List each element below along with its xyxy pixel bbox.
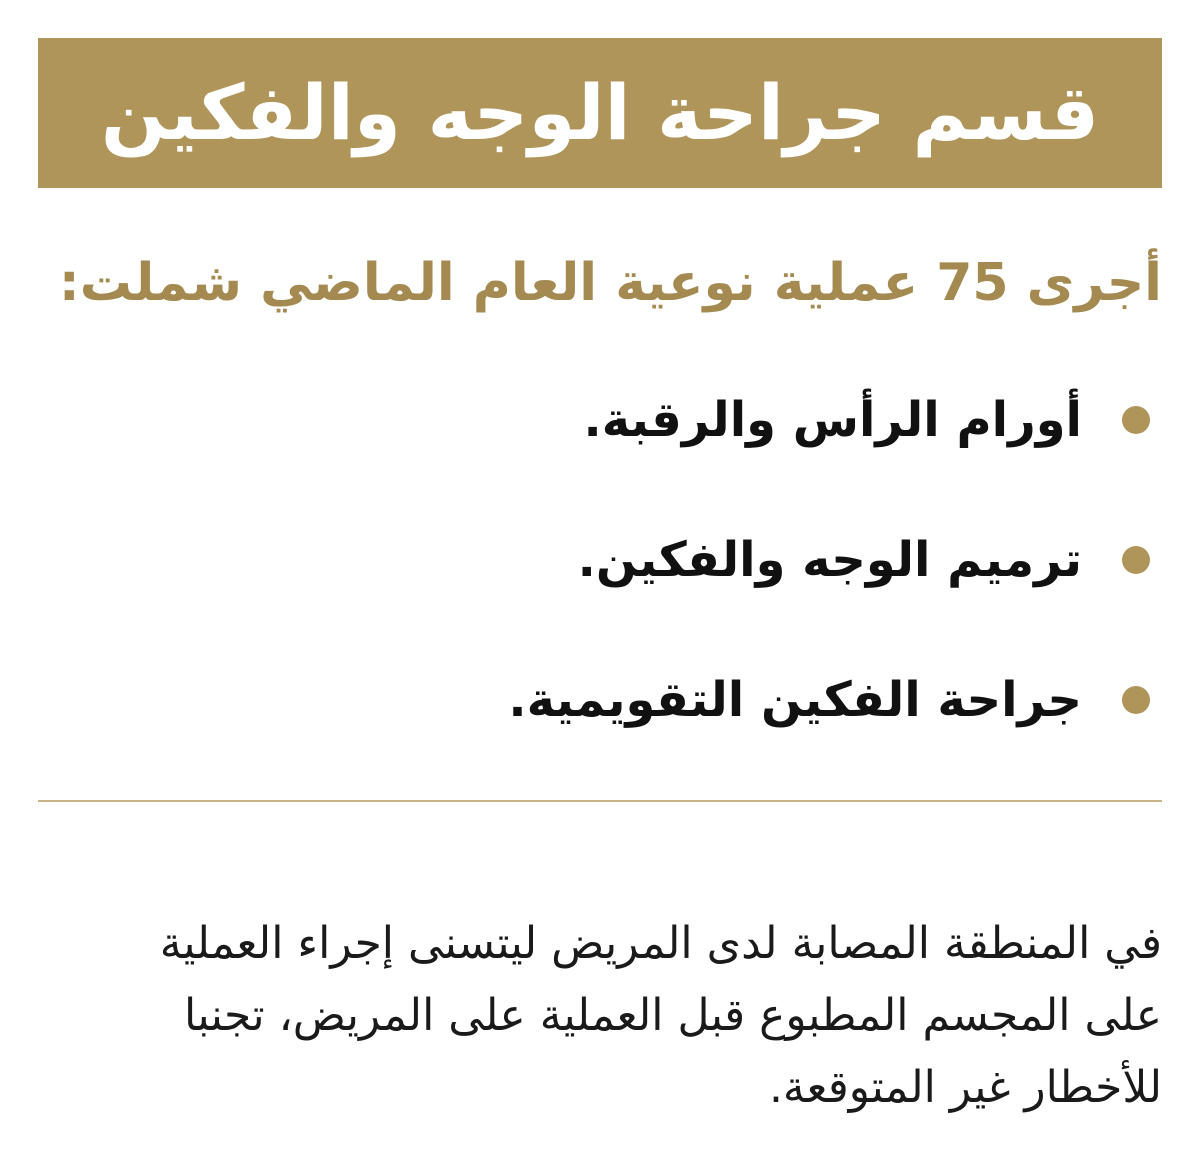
list-item — [38, 510, 1162, 610]
paragraph-line: للأخطار غير المتوقعة. — [768, 1062, 1162, 1113]
list-item-text: أورام الرأس والرقبة. — [583, 392, 1082, 448]
list-item-text: جراحة الفكين التقويمية. — [508, 672, 1082, 728]
bullet-dot-icon — [1122, 686, 1150, 714]
list-item — [38, 370, 1162, 470]
bullet-dot-icon — [1122, 546, 1150, 574]
body-paragraph — [38, 908, 1162, 1124]
paragraph-line: على المجسم المطبوع قبل العملية على المريض، تجنبا — [184, 990, 1162, 1041]
procedures-list — [38, 370, 1162, 790]
list-item-text: ترميم الوجه والفكين. — [577, 532, 1082, 588]
divider — [38, 800, 1162, 802]
section-title: قسم جراحة الوجه والفكين — [100, 68, 1100, 157]
operations-summary: أجرى 75 عملية نوعية العام الماضي شملت: — [58, 253, 1162, 313]
bullet-dot-icon — [1122, 406, 1150, 434]
paragraph-line: في المنطقة المصابة لدى المريض ليتسنى إجراء العملية — [159, 918, 1162, 969]
list-item — [38, 650, 1162, 750]
title-banner — [38, 38, 1162, 188]
